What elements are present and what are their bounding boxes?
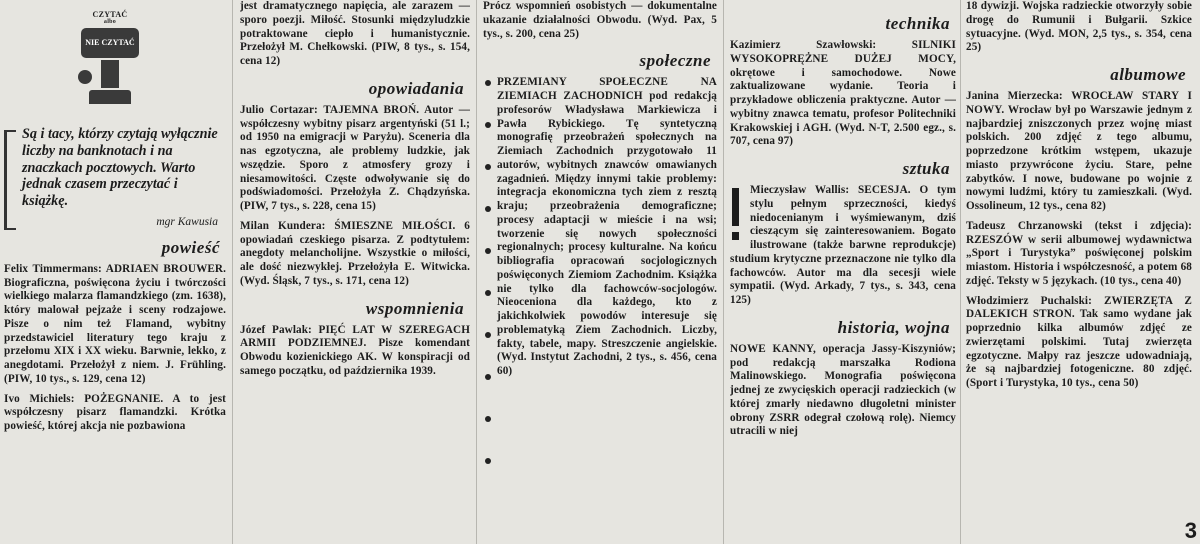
column-5 xyxy=(966,0,1192,544)
review-kundera: Milan Kundera: ŚMIESZNE MIŁOŚCI. 6 opowiadań czeskiego pisarza. Z podtytułem: anegdoty melancholijne. Wszystkie o miłości, ale dość niezwykłej. Przełożyła E. Witwicka. (Wyd. Śląsk, 7 tys., s. 171, cena 12) xyxy=(240,219,470,287)
bullet-icon xyxy=(485,332,491,338)
column-divider xyxy=(476,0,477,544)
logo-line-3: NIE CZYTAĆ xyxy=(81,28,139,58)
logo-line-1: CZYTAĆ xyxy=(92,10,128,19)
review-pawlak-continued: Prócz wspomnień osobistych — dokumentalne ukazanie działalności Obwodu. (Wyd. Pax, 5 tys., s. 200, cena 25) xyxy=(483,0,717,40)
exclamation-icon xyxy=(730,188,744,242)
bullet-icon xyxy=(485,206,491,212)
bullet-icon xyxy=(485,374,491,380)
column-divider xyxy=(723,0,724,544)
review-kanny-continued: 18 dywizji. Wojska radzieckie otworzyły sobie drogę do Rumunii i Bułgarii. Szkice sytuacyjne. (Wyd. MON, 2,5 tys., s. 354, cena 25) xyxy=(966,0,1192,54)
logo-base-icon xyxy=(89,90,131,104)
bullet-icon xyxy=(485,248,491,254)
logo-palette-icon xyxy=(78,70,92,84)
bullet-icon xyxy=(485,290,491,296)
review-wallis: Mieczysław Wallis: SECESJA. O tym stylu pełnym sprzeczności, kiedyś niedocenianym i wyśmiewanym, dziś cieszącym się zainteresowaniem. Bogato ilustrowane (także barwne reprodukcje) studium krytyczne przeznaczone nie tylko dla fachowców. Autor ma dla secesji wiele sympatii. (Wyd. Arkady, 7 tys., s. 343, cena 125) xyxy=(730,184,956,306)
review-michiels-continued: jest dramatycznego napięcia, ale zarazem — sporo poezji. Miłość. Stosunki międzyludzkie potraktowane ciepło i humanistycznie. Przełożył M. Chełkowski. (PIW, 8 tys., s. 154, cena 12) xyxy=(240,0,470,67)
review-puchalski: Włodzimierz Puchalski: ZWIERZĘTA Z DALEKICH STRON. Tak samo wydane jak poprzednio kilka albumów zdjęć ze zwierzętami polskimi. Tutaj zwierzęta egzotyczne. Małpy raz jeszcze udowadniają, że są najbardziej fotogeniczne. 80 zdjęć. (Sport i Turystyka, 10 tys., cena 50) xyxy=(966,294,1192,389)
section-heading-technika: technika xyxy=(885,14,950,33)
review-cortazar: Julio Cortazar: TAJEMNA BROŃ. Autor — współczesny wybitny pisarz argentyński (51 l.; od 1950 na emigracji w Paryżu). Sceneria dla nas egzotyczna, ale problemy ludzkie, jak wszędzie. Sporo z atmosfery grozy i niesamowitości. Częste odwoływanie się do podświadomości. Przełożyła Z. Chądzyńska. (PIW, 7 tys., s. 228, cena 15) xyxy=(240,103,470,212)
section-heading-historia: historia, wojna xyxy=(837,317,950,337)
bullet-icon xyxy=(485,416,491,422)
section-heading-wspomnienia: wspomnienia xyxy=(365,298,464,318)
bullet-icon xyxy=(485,458,491,464)
review-mierzecka: Janina Mierzecka: WROCŁAW STARY I NOWY. Wrocław był po Warszawie jednym z najbardziej zniszczonych przez wojnę miast polskich. 200 zdjęć z tego albumu, poprzedzone krótkim wstępem, ukazuje miasto przywrócone życiu. Stare, pełne zabytków. I nowe, budowane po wojnie z nowymi ludźmi, który tu zamieszkali. (Wyd. Ossolineum, 12 tys., cena 82) xyxy=(966,90,1192,212)
logo-line-2: albo xyxy=(103,19,117,25)
intro-quote-text: Są i tacy, którzy czytają wyłącznie liczby na banknotach i na znaczkach pocztowych. Warto jednak czasem przeczytać i książkę. xyxy=(22,126,218,210)
review-michiels: Ivo Michiels: POŻEGNANIE. A to jest współczesny pisarz flamandzki. Krótka powieść, której akcja nie pozbawiona xyxy=(4,392,226,433)
logo-stand-icon xyxy=(101,60,119,88)
bullet-icon xyxy=(485,80,491,86)
bullet-icon xyxy=(485,122,491,128)
column-1 xyxy=(4,0,226,544)
czytac-logo xyxy=(78,10,142,118)
review-przemiany-block xyxy=(483,76,717,379)
section-heading-albumowe: albumowe xyxy=(1110,65,1186,84)
review-pawlak: Józef Pawlak: PIĘĆ LAT W SZEREGACH ARMII PODZIEMNEJ. Pisze komendant Obwodu kozienickiego AK. W konspiracji od samego początku, od października 1939. xyxy=(240,323,470,377)
review-timmermans: Felix Timmermans: ADRIAEN BROUWER. Biograficzna, poświęcona życiu i twórczości wielkiego malarza flamandzkiego (zm. 1638), który malował pejzaże i sceny rodzajowe. Pisze o nim też Flamand, wybitny przedstawiciel literatury tego kraju z przełomu XIX i XX wieku. Barwnie, lekko, z anegdotami. Przełożył z niem. J. Frühling. (PIW, 10 tys., s. 129, cena 12) xyxy=(4,262,226,385)
section-heading-spoleczne: społeczne xyxy=(639,51,711,71)
column-2 xyxy=(240,0,470,544)
column-3 xyxy=(483,0,717,544)
review-kanny: NOWE KANNY, operacja Jassy-Kiszyniów; pod redakcją marszałka Rodiona Malinowskiego. Monografia poświęcona jednej ze zwycięskich operacji radzieckich (w której zmarły niedawno długoletni minister obrony ZSRR odegrał czołową rolę). Niemcy utracili w niej xyxy=(730,342,956,438)
review-wallis-block xyxy=(730,184,956,308)
review-przemiany: PRZEMIANY SPOŁECZNE NA ZIEMIACH ZACHODNICH pod redakcją profesorów Władysława Markiewicza i Pawła Rybickiego. Tę syntetyczną monografię przeobrażeń społecznych na Ziemiach Zachodnich przygotowało 11 autorów, wybitnych znawców omawianych zagadnień. Między innymi takie problemy: integracja ekonomiczna tych ziem z resztą kraju; przeobrażenia demograficzne; procesy adaptacji w mieście i na wsi; tworzenie się nowych społeczności regionalnych; procesy kulturalne. Na końcu bibliografia opracowań socjologicznych poświęconych Ziemiom Zachodnim. Książka nie tylko dla fachowców-socjologów. Nieoceniona dla każdego, kto z jakichkolwiek powodów interesuje się problematyką Ziem Zachodnich. Liczby, fakty, tabele, mapy. Streszczenie angielskie. (Wyd. Instytut Zachodni, 2 tys., s. 456, cena 60) xyxy=(497,76,717,377)
column-divider xyxy=(960,0,961,544)
section-heading-opowiadania: opowiadania xyxy=(368,78,464,98)
review-chrzanowski: Tadeusz Chrzanowski (tekst i zdjęcia): RZESZÓW w serii albumowej wydawnictwa „Sport i Turystyka” poświęconej polskim miastom. Historia i współczesność, a potem 68 zdjęć. Teksty w 5 językach. (10 tys., cena 40) xyxy=(966,219,1192,287)
column-divider xyxy=(232,0,233,544)
column-4 xyxy=(730,0,956,544)
bullet-icon xyxy=(485,164,491,170)
intro-signature: mgr Kawusia xyxy=(156,215,218,228)
section-heading-sztuka: sztuka xyxy=(902,159,950,178)
review-szawlowski: Kazimierz Szawłowski: SILNIKI WYSOKOPRĘŻNE DUŻEJ MOCY, okrętowe i samochodowe. Nowe zaktualizowane wydanie. Teoria i przykładowe obliczenia praktyczne. Autor — wybitny znawca tematu, profesor Politechniki Krakowskiej i AGH. (Wyd. N-T, 2.500 egz., s. 707, cena 97) xyxy=(730,39,956,148)
page-number: 3 xyxy=(1184,518,1197,543)
quote-bracket-icon xyxy=(4,130,16,230)
intro-quote xyxy=(4,126,226,210)
section-heading-powiesc: powieść xyxy=(161,237,220,257)
